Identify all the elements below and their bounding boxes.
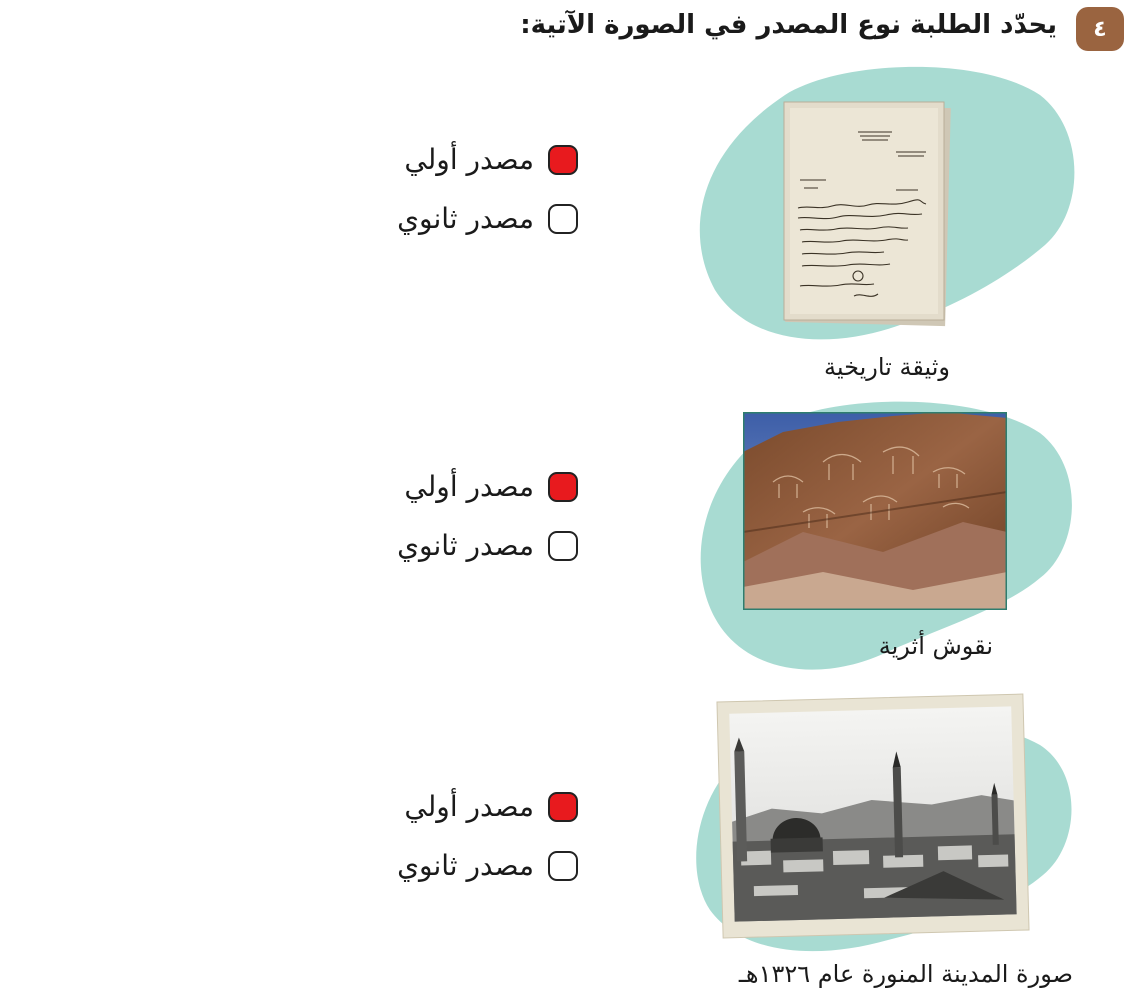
- option-label: مصدر أولي: [404, 470, 534, 503]
- option-secondary-source-3[interactable]: [397, 849, 578, 882]
- radio-selected-icon[interactable]: [548, 792, 578, 822]
- option-label: مصدر أولي: [404, 143, 534, 176]
- option-secondary-source-2[interactable]: [397, 529, 578, 562]
- radio-empty-icon[interactable]: [548, 851, 578, 881]
- option-secondary-source-1[interactable]: [397, 202, 578, 235]
- option-label: مصدر ثانوي: [397, 529, 534, 562]
- option-primary-source-1[interactable]: [404, 143, 578, 176]
- caption-historical-document: وثيقة تاريخية: [823, 353, 950, 381]
- question-text: يحدّد الطلبة نوع المصدر في الصورة الآتية:: [520, 10, 1057, 40]
- caption-rock-carvings: نقوش أثرية: [878, 632, 993, 660]
- madinah-photo-image: [712, 688, 1034, 943]
- radio-empty-icon[interactable]: [548, 204, 578, 234]
- option-primary-source-2[interactable]: [404, 470, 578, 503]
- historical-document-image: [780, 100, 952, 328]
- question-number-badge: ٤: [1076, 7, 1124, 51]
- radio-empty-icon[interactable]: [548, 531, 578, 561]
- radio-selected-icon[interactable]: [548, 472, 578, 502]
- option-label: مصدر ثانوي: [397, 202, 534, 235]
- rock-carvings-image: [743, 412, 1007, 610]
- option-label: مصدر ثانوي: [397, 849, 534, 882]
- radio-selected-icon[interactable]: [548, 145, 578, 175]
- option-label: مصدر أولي: [404, 790, 534, 823]
- option-primary-source-3[interactable]: [404, 790, 578, 823]
- caption-madinah-photo: صورة المدينة المنورة عام ١٣٢٦هـ: [738, 960, 1073, 988]
